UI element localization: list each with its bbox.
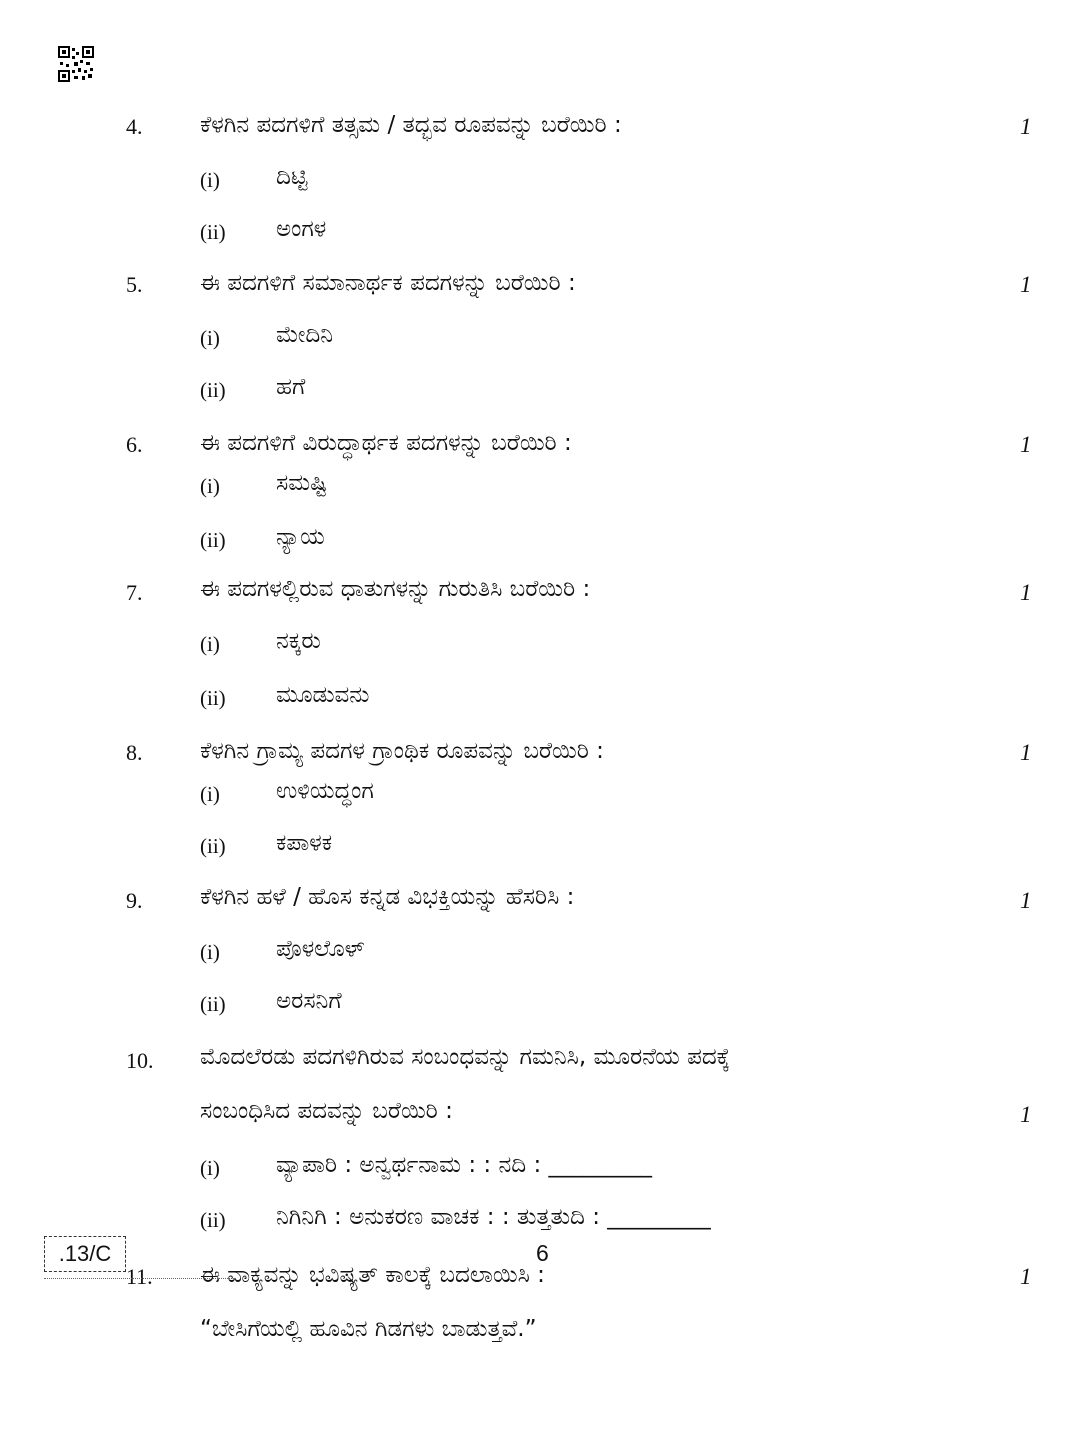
question-text: ಮೊದಲೆರಡು ಪದಗಳಿಗಿರುವ ಸಂಬಂಧವನ್ನು ಗಮನಿಸಿ, ಮೂರನೆಯ ಪದಕ್ಕೆ <box>200 1044 731 1070</box>
sub-item-text: ನಕ್ಕರು <box>276 628 321 654</box>
sub-item-text: ವ್ಯಾಪಾರಿ : ಅನ್ವರ್ಥನಾಮ : : ನದಿ : _________ <box>276 1152 652 1178</box>
question-text: ಕೆಳಗಿನ ಹಳೆ / ಹೊಸ ಕನ್ನಡ ವಿಭಕ್ತಿಯನ್ನು ಹೆಸರಿಸಿ : <box>200 884 575 910</box>
question-mark: 1 <box>1020 114 1032 139</box>
question-text: ಈ ಪದಗಳಲ್ಲಿರುವ ಧಾತುಗಳನ್ನು ಗುರುತಿಸಿ ಬರೆಯಿರಿ : <box>200 576 591 602</box>
question-text: ಈ ವಾಕ್ಯವನ್ನು ಭವಿಷ್ಯತ್ ಕಾಲಕ್ಕೆ ಬದಲಾಯಿಸಿ : <box>200 1262 545 1288</box>
question-text: ಕೆಳಗಿನ ಪದಗಳಿಗೆ ತತ್ಸಮ / ತದ್ಭವ ರೂಪವನ್ನು ಬರೆಯಿರಿ : <box>200 112 622 138</box>
paper-code: .13/C <box>44 1236 126 1272</box>
question-text: ಕೆಳಗಿನ ಗ್ರಾಮ್ಯ ಪದಗಳ ಗ್ರಾಂಥಿಕ ರೂಪವನ್ನು ಬರೆಯಿರಿ : <box>200 738 604 764</box>
question-mark: 1 <box>1020 432 1032 457</box>
question-number: 9. <box>126 888 143 913</box>
question-number: 10. <box>126 1048 154 1073</box>
sentence-to-convert: “ಬೇಸಿಗೆಯಲ್ಲಿ ಹೂವಿನ ಗಿಡಗಳು ಬಾಡುತ್ತವೆ.” <box>200 1316 537 1342</box>
sub-item-text: ನಿಗಿನಿಗಿ : ಅನುಕರಣ ವಾಚಕ : : ತುತ್ತತುದಿ : _________ <box>276 1204 711 1230</box>
question-number: 5. <box>126 272 143 297</box>
sub-item-text: ಅರಸನಿಗೆ <box>276 988 342 1014</box>
question-number: 8. <box>126 740 143 765</box>
sub-item-number: (i) <box>200 1156 220 1180</box>
sub-item-number: (i) <box>200 782 220 806</box>
sub-item-number: (i) <box>200 940 220 964</box>
sub-item-text: ಹಗೆ <box>276 374 306 400</box>
sub-item-text: ಮೇದಿನಿ <box>276 322 334 348</box>
question-number: 4. <box>126 114 143 139</box>
sub-item-number: (ii) <box>200 378 226 402</box>
question-number: 6. <box>126 432 143 457</box>
sub-item-text: ಸಮಷ್ಟಿ <box>276 470 328 496</box>
question-mark: 1 <box>1020 1264 1032 1289</box>
sub-item-number: (ii) <box>200 1208 226 1232</box>
sub-item-number: (i) <box>200 168 220 192</box>
sub-item-text: ದಿಟ್ಟಿ <box>276 164 308 190</box>
sub-item-text: ಉಳಿಯದ್ಧಂಗ <box>276 778 374 804</box>
sub-item-number: (ii) <box>200 686 226 710</box>
page-number: 6 <box>536 1240 549 1266</box>
question-number: 11. <box>126 1264 153 1289</box>
question-mark: 1 <box>1020 740 1032 765</box>
sub-item-text: ಮೂಡುವನು <box>276 682 370 708</box>
sub-item-text: ಅಂಗಳ <box>276 216 327 242</box>
question-text: ಈ ಪದಗಳಿಗೆ ವಿರುದ್ಧಾರ್ಥಕ ಪದಗಳನ್ನು ಬರೆಯಿರಿ : <box>200 430 572 456</box>
question-mark: 1 <box>1020 888 1032 913</box>
question-text: ಈ ಪದಗಳಿಗೆ ಸಮಾನಾರ್ಥಕ ಪದಗಳನ್ನು ಬರೆಯಿರಿ : <box>200 270 576 296</box>
question-mark: 1 <box>1020 1102 1032 1127</box>
question-mark: 1 <box>1020 272 1032 297</box>
sub-item-text: ಕಪಾಳಕ <box>276 830 333 856</box>
sub-item-number: (ii) <box>200 834 226 858</box>
sub-item-number: (i) <box>200 632 220 656</box>
footer-divider <box>44 1278 236 1279</box>
sub-item-number: (ii) <box>200 992 226 1016</box>
question-text-continued: ಸಂಬಂಧಿಸಿದ ಪದವನ್ನು ಬರೆಯಿರಿ : <box>200 1098 453 1124</box>
sub-item-number: (i) <box>200 326 220 350</box>
question-mark: 1 <box>1020 580 1032 605</box>
question-number: 7. <box>126 580 143 605</box>
qr-code-icon <box>58 46 94 82</box>
sub-item-text: ನ್ಯಾಯ <box>276 524 325 550</box>
sub-item-number: (ii) <box>200 528 226 552</box>
sub-item-number: (ii) <box>200 220 226 244</box>
sub-item-text: ಪೊಳಲೊಳ್ <box>276 936 365 962</box>
sub-item-number: (i) <box>200 474 220 498</box>
